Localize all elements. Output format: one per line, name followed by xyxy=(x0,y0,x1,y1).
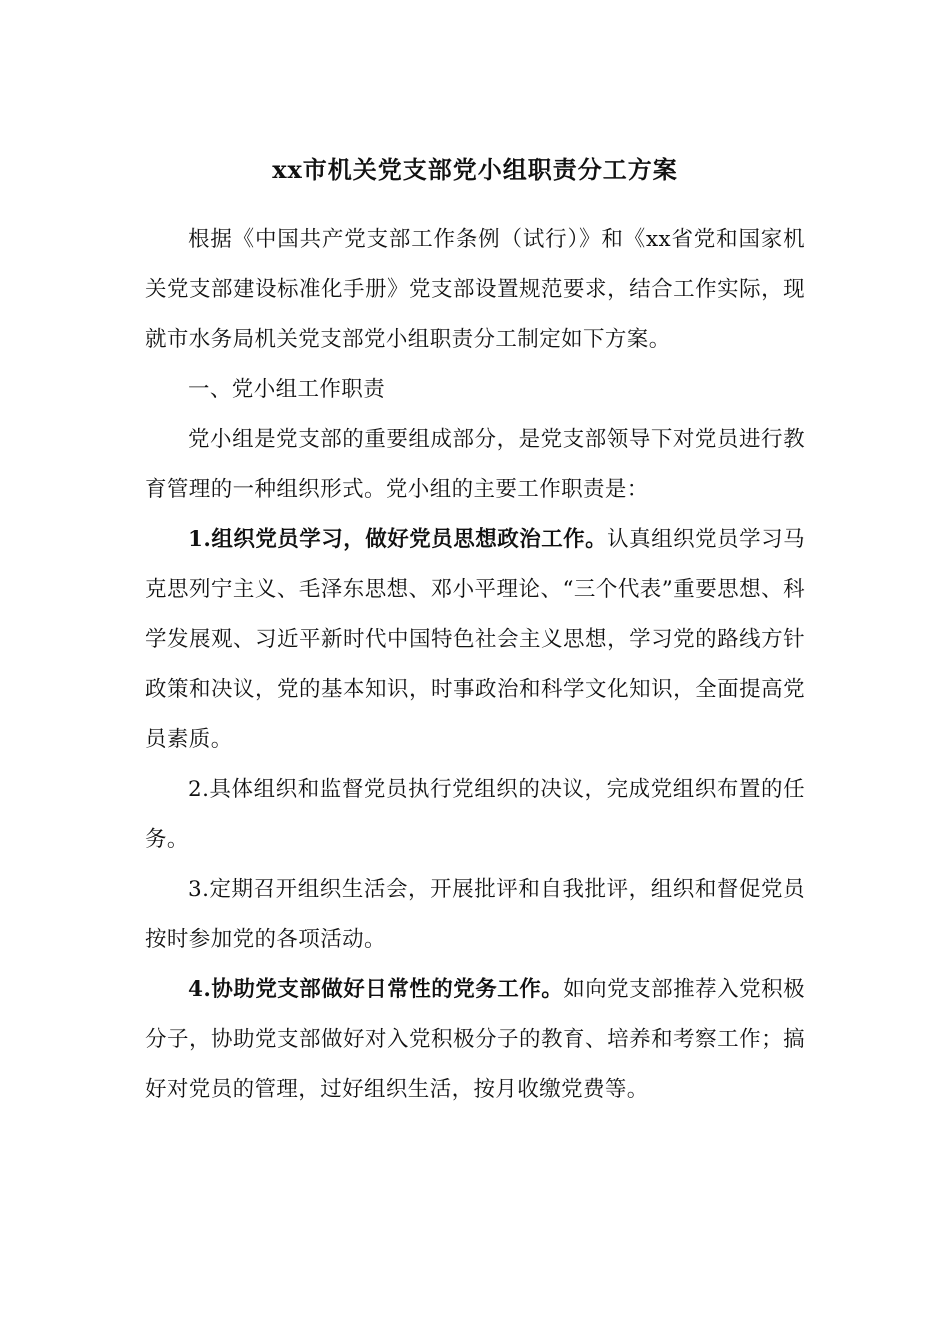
paragraph-text: 党小组是党支部的重要组成部分，是党支部领导下对党员进行教育管理的一种组织形式。党小组的主要工作职责是： xyxy=(145,427,805,502)
document-title: xx市机关党支部党小组职责分工方案 xyxy=(272,155,678,184)
document-body xyxy=(145,215,805,1115)
duty-item-text: 3.定期召开组织生活会，开展批评和自我批评，组织和督促党员按时参加党的各项活动。 xyxy=(145,877,805,952)
intro-paragraph xyxy=(145,215,805,365)
duty-item-text: 如向党支部推荐入党积极分子，协助党支部做好对入党积极分子的教育、培养和考察工作；搞好对党员的管理，过好组织生活，按月收缴党费等。 xyxy=(145,977,805,1102)
section-heading-text: 一、党小组工作职责 xyxy=(188,377,386,402)
duty-item-lead: 1.组织党员学习，做好党员思想政治工作。 xyxy=(188,527,608,552)
section-intro-paragraph xyxy=(145,415,805,515)
duty-item-1 xyxy=(145,515,805,765)
duty-item-lead: 4.协助党支部做好日常性的党务工作。 xyxy=(188,977,564,1002)
duty-item-2 xyxy=(145,765,805,865)
section-heading xyxy=(145,365,805,415)
duty-item-3 xyxy=(145,865,805,965)
duty-item-text: 2.具体组织和监督党员执行党组织的决议，完成党组织布置的任务。 xyxy=(145,777,805,852)
duty-item-text: 认真组织党员学习马克思列宁主义、毛泽东思想、邓小平理论、“三个代表”重要思想、科学发展观、习近平新时代中国特色社会主义思想，学习党的路线方针政策和决议，党的基本知识，时事政治和科学文化知识，全面提高党员素质。 xyxy=(145,527,805,752)
paragraph-text: 根据《中国共产党支部工作条例（试行）》和《xx省党和国家机关党支部建设标准化手册》党支部设置规范要求，结合工作实际，现就市水务局机关党支部党小组职责分工制定如下方案。 xyxy=(145,227,805,352)
duty-item-4 xyxy=(145,965,805,1115)
